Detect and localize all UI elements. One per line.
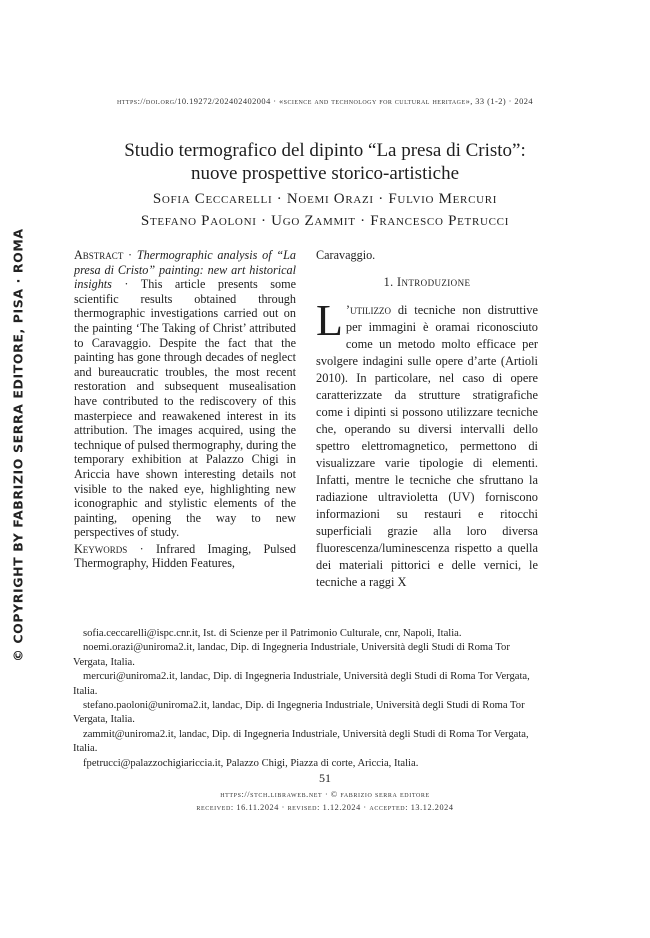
page-number: 51 bbox=[319, 771, 331, 785]
affiliation-item: mercuri@uniroma2.it, landac, Dip. di Ingegneria Industriale, Università degli Studi di Roma Tor Vergata, Italia. bbox=[73, 671, 530, 697]
left-column bbox=[74, 248, 296, 571]
affiliation-item: fpetrucci@palazzochigiariccia.it, Palazzo Chigi, Piazza di corte, Ariccia, Italia. bbox=[83, 757, 419, 769]
right-column bbox=[316, 248, 538, 591]
article-title bbox=[60, 139, 590, 185]
abstract: Abstract · Thermographic analysis of “La presa di Cristo” painting: new art historical insights · This article presents some scientific results obtained through thermographic investigations carried out on the painting ‘The Taking of Christ’ attributed to Caravaggio. Despite the fact that the painting has gone through decades of neglect and bureaucratic troubles, the most recent restoration and subsequent musealisation have contributed to the rediscovery of this masterpiece and reawakened interest in its attribution. The images acquired, using the technique of pulsed thermography, during the temporary exhibition at Palazzo Chigi in Ariccia have shown interesting details not visible to the naked eye, highlighting new iconographic and stylistic elements of the painting, opening the way to new perspectives of study. bbox=[74, 248, 297, 540]
intro-paragraph bbox=[316, 296, 538, 591]
intro-text: di tecniche non distruttive per immagini è oramai riconosciuto come un metodo molto efficace per svolgere indagini sulle opere d’arte (Artioli 2010). In particolare, nel caso di opere caratterizzate da strutture stratigrafiche come i dipinti si possono utilizzare tecniche che, operando su diversi intervalli dello spettro elettromagnetico, permettono di visualizzare varie tipologie di elementi. Infatti, mentre le tecniche che sfruttano la radiazione ultravioletta (UV) forniscono informazioni su restauri e ritocchi superficiali grazie alla loro diversa fluorescenza/luminescenza rispetto a quella dei materiali pittorici e delle vernici, le tecniche a raggi X bbox=[316, 303, 538, 590]
author-list bbox=[60, 188, 590, 232]
affiliation-item: noemi.orazi@uniroma2.it, landac, Dip. di Ingegneria Industriale, Università degli Studi di Roma Tor Vergata, Italia. bbox=[73, 642, 510, 668]
affiliation-item: sofia.ceccarelli@ispc.cnr.it, Ist. di Scienze per il Patrimonio Culturale, cnr, Napoli, Italia. bbox=[83, 628, 462, 639]
keywords-label: Keywords bbox=[74, 541, 128, 556]
affiliation-item: zammit@uniroma2.it, landac, Dip. di Ingegneria Industriale, Università degli Studi di Roma Tor Vergata, Italia. bbox=[73, 728, 529, 755]
keywords-separator: · bbox=[127, 541, 156, 556]
footer-dates: received: 16.11.2024 · revised: 1.12.2024 · accepted: 13.12.2024 bbox=[196, 803, 454, 812]
abstract-label: Abstract bbox=[74, 248, 124, 262]
footer-publisher: https://stch.libraweb.net · © fabrizio serra editore bbox=[220, 790, 430, 799]
abstract-english-title: Thermographic analysis of “La presa di Cristo” painting: new art historical insights bbox=[74, 248, 296, 292]
abstract-text: This article presents some scientific results obtained through thermographic investigations carried out on the painting ‘The Taking of Christ’ attributed to Caravaggio. Despite the fact that the painting has gone through decades of neglect and bureaucratic troubles, the most recent restoration and subsequent musealisation have contributed to the rediscovery of this masterpiece and reawakened interest in its attribution. The images acquired, using the technique of pulsed thermography, during the temporary exhibition at Palazzo Chigi in Ariccia have shown interesting details not visible to the naked eye, highlighting new iconographic and stylistic elements of the painting, opening the way to new perspectives of study. bbox=[74, 277, 297, 540]
doi-header: https://doi.org/10.19272/202402402004 · «science and technology for cultural heritage», 33 (1-2) · 2024 bbox=[117, 97, 533, 106]
copyright-text: © COPYRIGHT BY FABRIZIO SERRA EDITORE, PISA · ROMA bbox=[10, 228, 26, 662]
title-line-1: Studio termografico del dipinto “La presa di Cristo”: bbox=[124, 140, 526, 161]
abstract-separator: · bbox=[123, 248, 137, 262]
keywords-continuation: Caravaggio. bbox=[316, 248, 376, 262]
author-affiliations bbox=[73, 627, 541, 771]
affiliation-item: stefano.paoloni@uniroma2.it, landac, Dip. di Ingegneria Industriale, Università degli Studi di Roma Tor Vergata, Italia. bbox=[73, 700, 525, 726]
keywords bbox=[74, 542, 296, 571]
title-line-2: nuove prospettive storico-artistiche bbox=[190, 163, 460, 184]
section-number: 1. bbox=[383, 274, 394, 289]
authors-line-1: Sofia Ceccarelli · Noemi Orazi · Fulvio Mercuri bbox=[152, 191, 498, 207]
keywords-text: Infrared Imaging, Pulsed Thermography, Hidden Features, bbox=[74, 541, 296, 571]
section-title: Introduzione bbox=[397, 274, 471, 289]
intro-smallcaps-start: ’utilizzo bbox=[345, 303, 392, 318]
dropcap-letter: L bbox=[316, 296, 343, 346]
authors-line-2: Stefano Paoloni · Ugo Zammit · Francesco Petrucci bbox=[140, 213, 510, 229]
copyright-vertical-notice bbox=[7, 228, 29, 662]
section-heading bbox=[316, 275, 538, 290]
